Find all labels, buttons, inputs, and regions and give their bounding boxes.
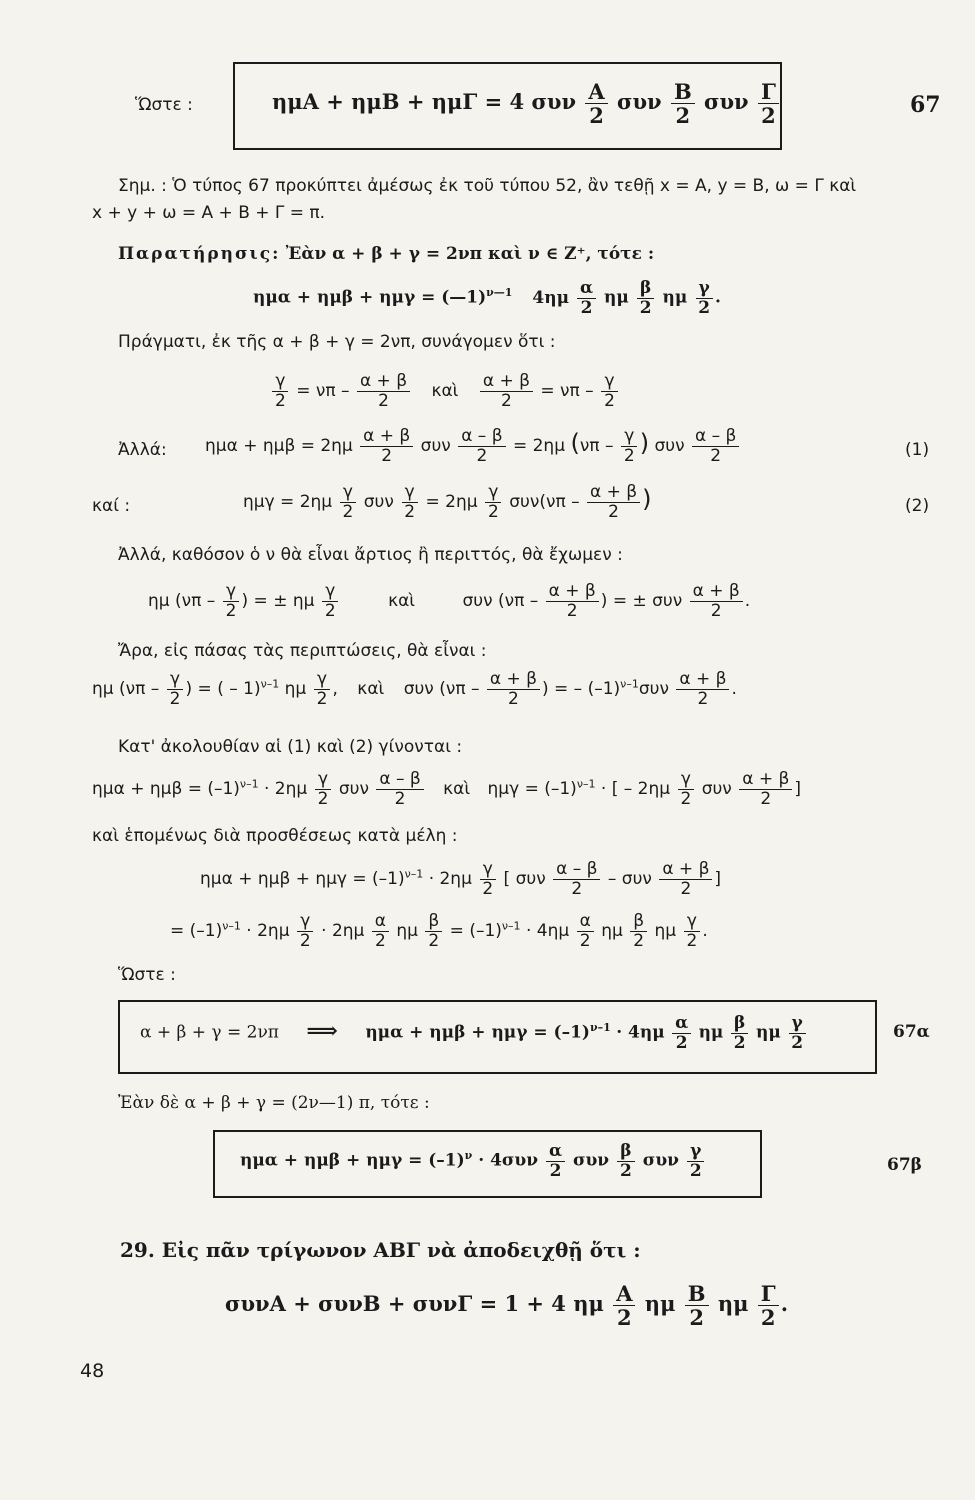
equation-number-2: (2) <box>905 496 930 516</box>
formula-67: ημA + ημB + ημΓ = 4 συν $\frac{A}{2}$ συν $\frac{B}{2}$ συν $\frac{\Gamma}{2}$ <box>272 80 781 127</box>
equation-b: ημ (νπ – $\frac{\gamma}{2}$ ) = ± ημ $\frac{\gamma}{2}$ καὶ συν (νπ – $\frac{\alpha + \beta}{2}$ ) = ± συν $\frac{\alpha + \beta}{2}$ . <box>148 581 751 621</box>
formula-67a: α + β + γ = 2νπ ⟹ $\eta\mu\alpha + \eta\mu\beta + \eta\mu\gamma = (-1)^{\nu-1} \cdot 4\eta\mu$ $\frac{\alpha}{2}$ ημ $\frac{\beta}{2}$ ημ $\frac{\gamma}{2}$ <box>140 1014 808 1052</box>
formula-number-67a: 67α <box>893 1022 930 1042</box>
formula-67b: $\eta\mu\alpha + \eta\mu\beta + \eta\mu\gamma = (-1)^\nu \cdot 4\sigma\upsilon\nu$ $\frac{\alpha}{2}$ συν $\frac{\beta}{2}$ συν $\frac{\gamma}{2}$ <box>240 1142 707 1180</box>
alla-label: Ἀλλά: <box>118 440 167 460</box>
note-line-1: Σημ. : Ὁ τύπος 67 προκύπτει ἀμέσως ἐκ τοῦ τύπου 52, ἂν τεθῇ x = A, y = B, ω = Γ καὶ <box>118 176 857 196</box>
equation-f: = $(-1)^{\nu-1} \cdot 2\eta\mu$ $\frac{\gamma}{2}$ · 2ημ $\frac{\alpha}{2}$ ημ $\frac{\beta}{2}$ = $(-1)^{\nu-1} \cdot 4\eta\mu$ $\frac{\alpha}{2}$ ημ $\frac{\beta}{2}$ ημ $\frac{\gamma}{2}$ . <box>170 911 708 951</box>
hoste-label: Ὥστε : <box>135 95 193 115</box>
note-line-2: x + y + ω = A + B + Γ = π. <box>92 203 326 223</box>
paragraph-2: Ἀλλά, καθόσον ὁ ν θὰ εἶναι ἄρτιος ἢ περιττός, θὰ ἔχωμεν : <box>118 545 623 565</box>
equation-number-1: (1) <box>905 440 930 460</box>
paragraph-4: Κατ' ἀκολουθίαν αἱ (1) καὶ (2) γίνονται : <box>118 737 463 757</box>
problem-heading: 29. Εἰς πᾶν τρίγωνον ΑΒΓ νὰ ἀποδειχθῇ ὅτι : <box>120 1238 641 1262</box>
formula-number-67b: 67β <box>887 1155 922 1175</box>
remark-line: Παρατήρησις: Ἐὰν α + β + γ = 2νπ καὶ ν ∈ Z⁺, τότε : <box>118 244 655 264</box>
kai-label: καί : <box>92 496 131 516</box>
equation-a: $\frac{\gamma}{2}$ = νπ – $\frac{\alpha + \beta}{2}$ καὶ $\frac{\alpha + \beta}{2}$ = νπ – $\frac{\gamma}{2}$ <box>270 372 620 410</box>
paragraph-5: καὶ ἑπομένως διὰ προσθέσεως κατὰ μέλη : <box>92 826 458 846</box>
formula-number-67: 67 <box>910 92 941 118</box>
equation-d: $\eta\mu\alpha + \eta\mu\beta = (-1)^{\nu-1} \cdot 2\eta\mu$ $\frac{\gamma}{2}$ συν $\frac{\alpha - \beta}{2}$ καὶ $\eta\mu\gamma = (-1)^{\nu-1}$ · [ – 2ημ $\frac{\gamma}{2}$ συν $\frac{\alpha + \beta}{2}$ ] <box>92 769 801 809</box>
equation-c: ημ (νπ – $\frac{\gamma}{2}$ ) = ( – 1)$^{\nu-1}$ ημ $\frac{\gamma}{2}$ , καὶ συν (νπ – $\frac{\alpha + \beta}{2}$ ) = – $(-1)^{\nu-1}\sigma\upsilon\nu$ $\frac{\alpha + \beta}{2}$ . <box>92 669 737 709</box>
paragraph-1: Πράγματι, ἐκ τῆς α + β + γ = 2νπ, συνάγομεν ὅτι : <box>118 332 556 352</box>
page-number: 48 <box>80 1360 105 1382</box>
equation-2: ημγ = 2ημ $\frac{\gamma}{2}$ συν $\frac{\gamma}{2}$ = 2ημ $\frac{\gamma}{2}$ συν(νπ – $\frac{\alpha + \beta}{2}$ ) <box>243 482 652 522</box>
remark-formula: ημα + ημβ + ημγ = (—1)$^{\nu—1}$ 4ημ $\frac{\alpha}{2}$ ημ $\frac{\beta}{2}$ ημ $\frac{\gamma}{2}$ . <box>253 278 721 318</box>
hoste-label-2: Ὥστε : <box>118 965 176 985</box>
if-line: Ἐὰν δὲ α + β + γ = (2ν—1) π, τότε : <box>118 1093 430 1113</box>
paragraph-3: Ἄρα, εἰς πάσας τὰς περιπτώσεις, θὰ εἶναι : <box>118 641 487 661</box>
equation-1: ημα + ημβ = 2ημ $\frac{\alpha + \beta}{2}$ συν $\frac{\alpha - \beta}{2}$ = 2ημ (νπ – $\frac{\gamma}{2}$ ) συν $\frac{\alpha - \beta}{2}$ <box>205 427 741 465</box>
equation-e: $\eta\mu\alpha + \eta\mu\beta + \eta\mu\gamma = (-1)^{\nu-1} \cdot 2\eta\mu$ $\frac{\gamma}{2}$ [ συν $\frac{\alpha - \beta}{2}$ – συν $\frac{\alpha + \beta}{2}$ ] <box>200 859 722 899</box>
problem-formula: συνA + συνB + συνΓ = 1 + 4 ημ $\frac{A}{2}$ ημ $\frac{B}{2}$ ημ $\frac{\Gamma}{2}$ . <box>225 1281 788 1331</box>
